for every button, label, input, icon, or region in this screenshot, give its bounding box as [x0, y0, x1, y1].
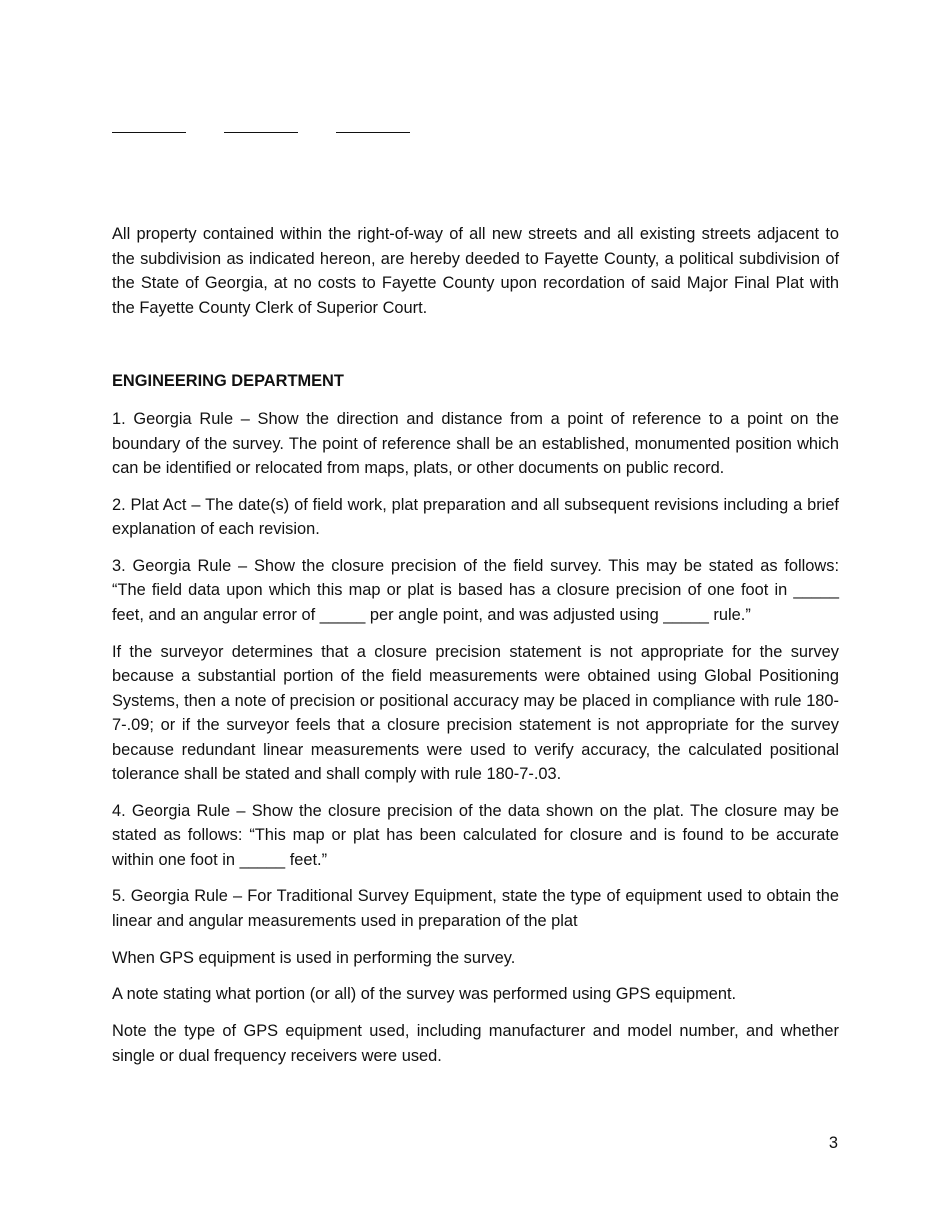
blank-line-1 — [112, 132, 186, 133]
section-heading: ENGINEERING DEPARTMENT — [112, 372, 344, 390]
blank-line-2 — [224, 132, 298, 133]
engineering-items — [112, 407, 839, 1080]
paragraph-gps-used: When GPS equipment is used in performing the survey. — [112, 948, 516, 967]
paragraph-rule-1: 1. Georgia Rule – Show the direction and distance from a point of reference to a point on the boundary of the survey. The point of reference shall be an established, monumented position which can be identified or relocated from maps, plats, or other documents on public record. — [112, 410, 839, 477]
intro-paragraph: All property contained within the right-of-way of all new streets and all existing streets adjacent to the subdivision as indicated hereon, are hereby deeded to Fayette County, a political subdivision of the State of Georgia, at no costs to Fayette County upon recordation of said Major Final Plat with the Fayette County Clerk of Superior Court. — [112, 225, 839, 317]
paragraph-gps-note: If the surveyor determines that a closure precision statement is not appropriate for the survey because a substantial portion of the field measurements were obtained using Global Positioning Systems, then a note of precision or positional accuracy may be placed in compliance with rule 180-7-.09; or if the surveyor feels that a closure precision statement is not appropriate for the survey because redundant linear measurements were used to verify accuracy, the calculated positional tolerance shall be stated and shall comply with rule 180-7-.03. — [112, 642, 839, 784]
paragraph-gps-portion: A note stating what portion (or all) of the survey was performed using GPS equipment. — [112, 985, 737, 1004]
blank-line-3 — [336, 132, 410, 133]
paragraph-gps-type: Note the type of GPS equipment used, including manufacturer and model number, and whether single or dual frequency receivers were used. — [112, 1022, 839, 1065]
paragraph-plat-act-2: 2. Plat Act – The date(s) of field work, plat preparation and all subsequent revisions including a brief explanation of each revision. — [112, 495, 839, 539]
paragraph-rule-3: 3. Georgia Rule – Show the closure precision of the field survey. This may be stated as follows: “The field data upon which this map or plat is based has a closure precision of one foot in _____ feet, and an angular error of _____ per angle point, and was adjusted using _____ rule.” — [112, 556, 839, 624]
paragraph-rule-4: 4. Georgia Rule – Show the closure precision of the data shown on the plat. The closure may be stated as follows: “This map or plat has been calculated for closure and is found to be accurate within one foot in _____ feet.” — [112, 801, 839, 869]
page-number: 3 — [828, 1134, 838, 1152]
intro-section — [112, 222, 839, 320]
paragraph-rule-5: 5. Georgia Rule – For Traditional Survey Equipment, state the type of equipment used to obtain the linear and angular measurements used in preparation of the plat — [112, 887, 839, 930]
